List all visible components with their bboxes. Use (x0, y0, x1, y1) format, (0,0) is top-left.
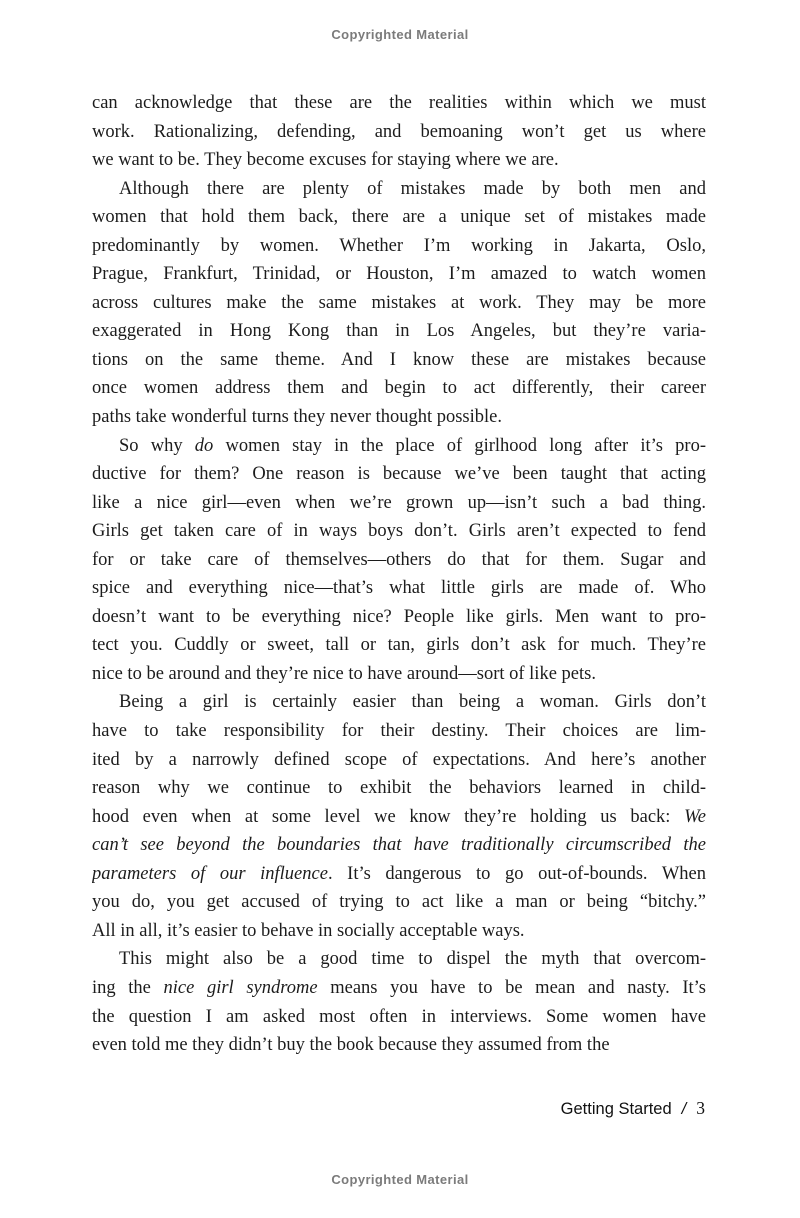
text-line: tions on the same theme. And I know these are mistakes because (92, 349, 706, 370)
text-line: can acknowledge that these are the realities within which we must (92, 93, 706, 113)
paragraph (92, 89, 706, 175)
text-line: for or take care of themselves—others do that for them. Sugar and (92, 549, 706, 570)
body-text (92, 89, 706, 1060)
text-line: ductive for them? One reason is because we’ve been taught that acting (92, 464, 706, 485)
text-line: paths take wonderful turns they never thought possible. (92, 407, 502, 428)
text-line: hood even when at some level we know they’re holding us back: We (92, 806, 706, 827)
footer-separator: / (681, 1100, 687, 1118)
text-line: doesn’t want to be everything nice? People like girls. Men want to pro- (92, 606, 706, 627)
text-line: Prague, Frankfurt, Trinidad, or Houston, I’m amazed to watch women (92, 264, 706, 285)
text-line: So why do women stay in the place of girlhood long after it’s pro- (119, 435, 706, 456)
text-line: you do, you get accused of trying to act like a man or being “bitchy.” (92, 892, 706, 913)
text-line: nice to be around and they’re nice to have around—sort of like pets. (92, 663, 596, 684)
text-line: have to take responsibility for their destiny. Their choices are lim- (92, 721, 706, 742)
page-number: 3 (696, 1098, 705, 1118)
text-line: the question I am asked most often in interviews. Some women have (92, 1006, 706, 1027)
text-line: we want to be. They become excuses for staying where we are. (92, 150, 559, 171)
text-line: ited by a narrowly defined scope of expectations. And here’s another (92, 749, 706, 770)
paragraph (92, 175, 706, 432)
text-line: Being a girl is certainly easier than being a woman. Girls don’t (119, 692, 706, 713)
paragraph (92, 945, 706, 1059)
text-line: even told me they didn’t buy the book because they assumed from the (92, 1035, 610, 1056)
text-line: once women address them and begin to act differently, their career (92, 378, 706, 399)
paragraph (92, 432, 706, 689)
text-line: spice and everything nice—that’s what little girls are made of. Who (92, 578, 706, 599)
text-line: All in all, it’s easier to behave in socially acceptable ways. (92, 920, 525, 941)
text-line: This might also be a good time to dispel the myth that overcom- (119, 949, 706, 970)
text-line: can’t see beyond the boundaries that have traditionally circumscribed the (92, 835, 706, 856)
text-line: women that hold them back, there are a unique set of mistakes made (92, 207, 706, 228)
copyright-notice-top: Copyrighted Material (331, 27, 469, 42)
text-line: parameters of our influence. It’s dangerous to go out-of-bounds. When (92, 863, 706, 884)
chapter-title: Getting Started (560, 1100, 672, 1118)
paragraph (92, 688, 706, 945)
text-line: work. Rationalizing, defending, and bemoaning won’t get us where (92, 121, 706, 142)
text-line: exaggerated in Hong Kong than in Los Angeles, but they’re varia- (92, 321, 706, 342)
text-line: Although there are plenty of mistakes made by both men and (119, 178, 706, 199)
text-line: across cultures make the same mistakes at work. They may be more (92, 292, 706, 313)
text-line: Girls get taken care of in ways boys don’t. Girls aren’t expected to fend (92, 521, 706, 542)
text-line: predominantly by women. Whether I’m working in Jakarta, Oslo, (92, 235, 706, 256)
text-line: reason why we continue to exhibit the behaviors learned in child- (92, 778, 706, 799)
text-line: ing the nice girl syndrome means you have to be mean and nasty. It’s (92, 977, 706, 998)
copyright-notice-bottom: Copyrighted Material (331, 1172, 469, 1187)
running-footer (561, 1098, 705, 1119)
text-line: tect you. Cuddly or sweet, tall or tan, girls don’t ask for much. They’re (92, 635, 706, 656)
text-line: like a nice girl—even when we’re grown up—isn’t such a bad thing. (92, 492, 706, 513)
